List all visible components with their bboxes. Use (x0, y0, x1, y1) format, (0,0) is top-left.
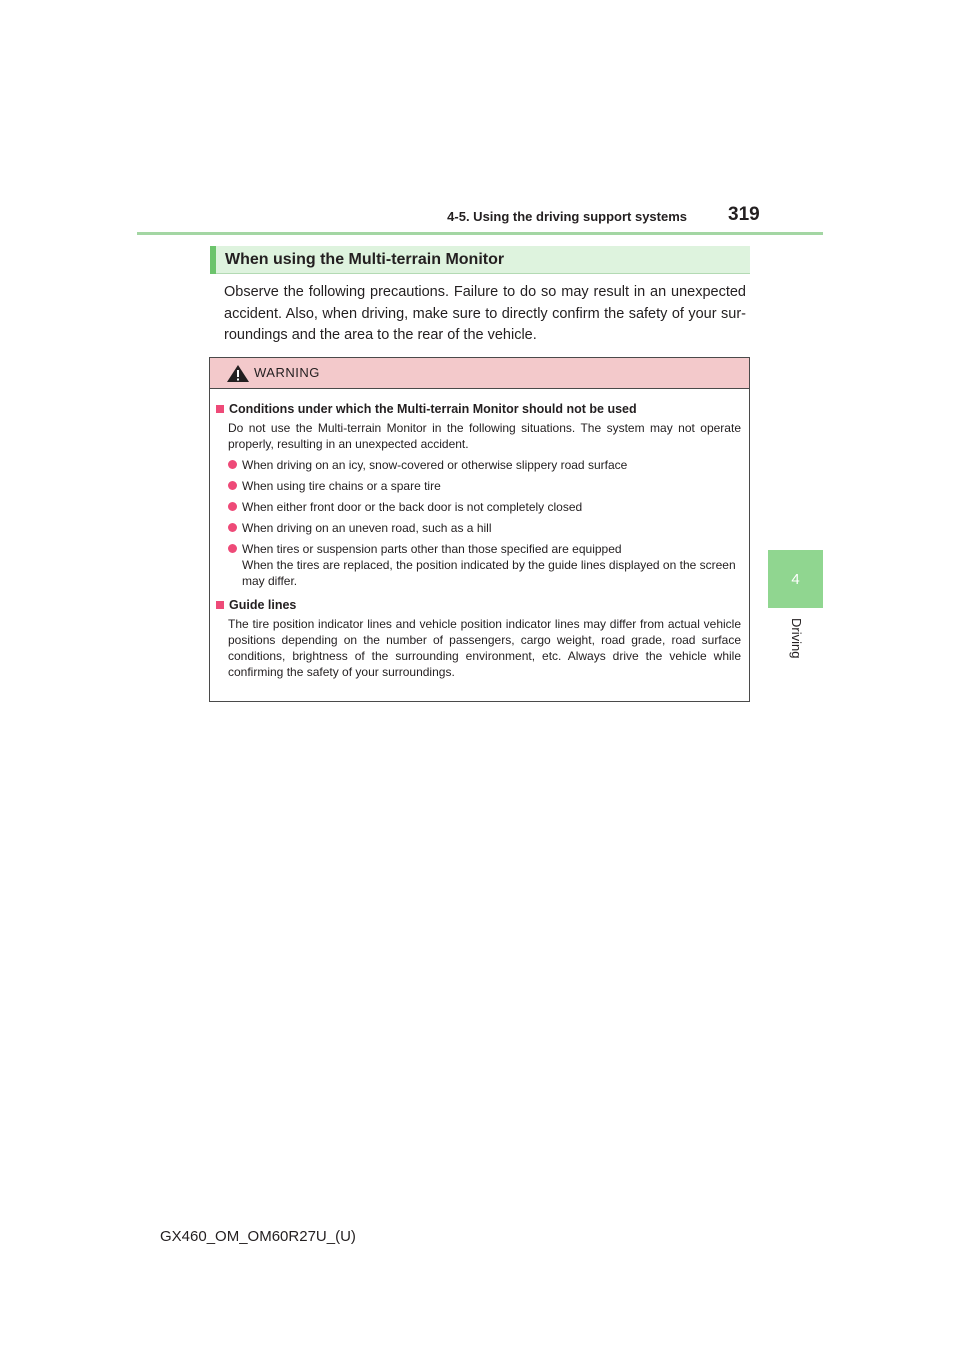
section-intro: Observe the following precautions. Failure to do so may result in an unexpected accident. Also, when driving, make sure to directly confirm the safety of your sur-roundings and the area to the rear of the vehicle. (224, 284, 746, 343)
chapter-label: Driving (789, 618, 804, 659)
warning-header (210, 358, 749, 389)
circle-bullet-icon (228, 502, 237, 511)
list-item-note: When the tires are replaced, the position indicated by the guide lines displayed on the screen may differ. (242, 558, 736, 588)
warning-item-title: Guide lines (216, 598, 741, 612)
chapter-number: 4 (791, 570, 800, 588)
warning-item-body: Do not use the Multi-terrain Monitor in the following situations. The system may not operate properly, resulting in an unexpected accident. (228, 421, 741, 451)
list-item: When using tire chains or a spare tire (228, 478, 741, 494)
circle-bullet-icon (228, 460, 237, 469)
circle-bullet-icon (228, 481, 237, 490)
document-code: GX460_OM_OM60R27U_(U) (160, 1228, 356, 1245)
condition-list (216, 457, 741, 589)
list-item: When driving on an uneven road, such as a hill (228, 520, 741, 536)
circle-bullet-icon (228, 523, 237, 532)
warning-item-body: The tire position indicator lines and vehicle position indicator lines may differ from actual vehicle positions depending on the number of passengers, cargo weight, road grade, road surface conditions, brightness of the surrounding environment, etc. Always drive the vehicle while confirming the safety of your surroundings. (228, 617, 741, 679)
list-item: When tires or suspension parts other than those specified are equipped When the tires are replaced, the position indicated by the guide lines displayed on the screen may differ. (228, 541, 741, 589)
list-item: When either front door or the back door is not completely closed (228, 499, 741, 515)
section-heading-bar (210, 246, 216, 274)
warning-item-title: Conditions under which the Multi-terrain Monitor should not be used (216, 402, 741, 416)
warning-item (216, 402, 741, 589)
warning-box (209, 357, 750, 702)
warning-triangle-icon (227, 365, 249, 382)
square-bullet-icon (216, 405, 224, 413)
warning-label: WARNING (254, 365, 320, 380)
list-item: When driving on an icy, snow-covered or otherwise slippery road surface (228, 457, 741, 473)
header-divider (137, 232, 823, 235)
square-bullet-icon (216, 601, 224, 609)
circle-bullet-icon (228, 544, 237, 553)
chapter-tab (768, 550, 823, 608)
warning-item (216, 598, 741, 680)
section-title: When using the Multi-terrain Monitor (225, 251, 505, 268)
running-header-section: 4-5. Using the driving support systems (447, 209, 687, 224)
section-heading (210, 246, 750, 274)
page-number: 319 (728, 204, 760, 225)
